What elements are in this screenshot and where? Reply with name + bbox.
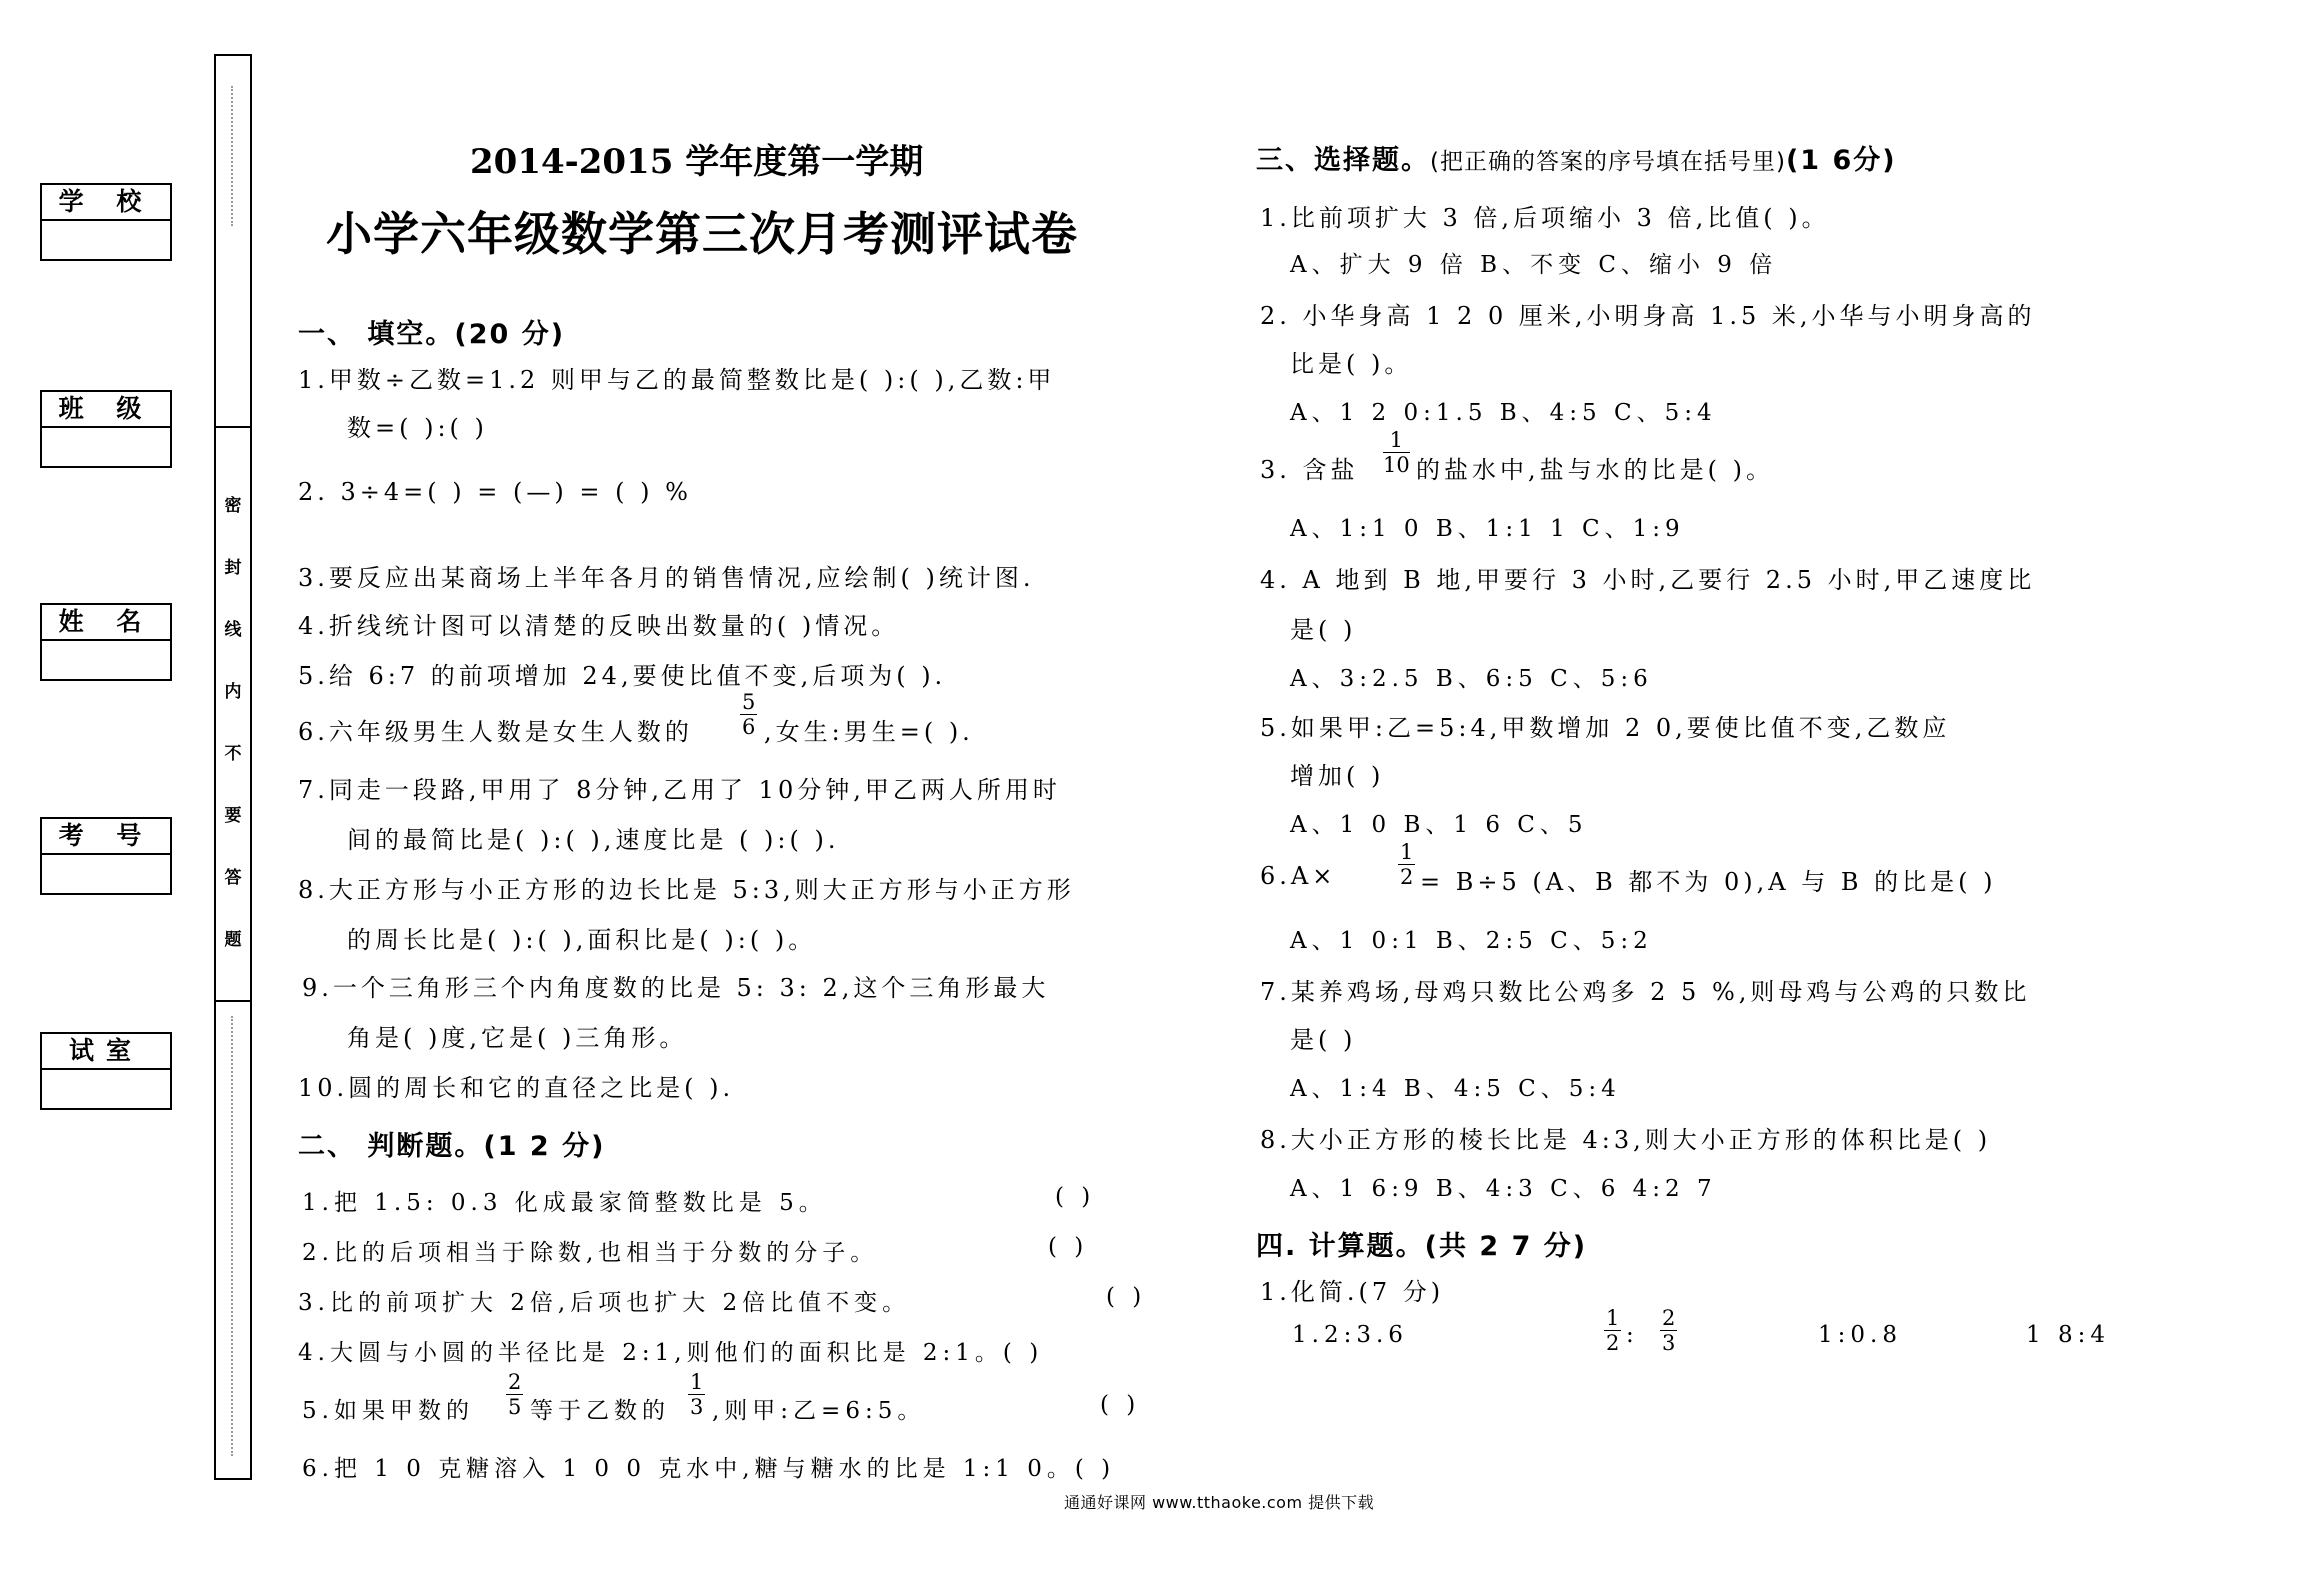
exam-number-label: 考 号 (42, 819, 170, 855)
question-text: 1.化简.(7 分) (1260, 1278, 1445, 1306)
name-field[interactable] (40, 603, 172, 681)
calc-item: 1.2:3.6 (1292, 1322, 1408, 1348)
options-text: A、1 0 B、1 6 C、5 (1290, 812, 1588, 838)
seal-char: 封 (224, 558, 242, 578)
dotted-line (231, 86, 233, 226)
exam-room-field[interactable] (40, 1032, 172, 1110)
options-text: A、1:4 B、4:5 C、5:4 (1290, 1076, 1621, 1102)
school-blank[interactable] (42, 221, 170, 259)
strip-divider (216, 1000, 250, 1002)
class-field[interactable] (40, 390, 172, 468)
question-text: 增加( ) (1290, 762, 1385, 790)
school-field[interactable] (40, 183, 172, 261)
exam-title: 小学六年级数学第三次月考测评试卷 (326, 207, 1078, 261)
options-text: A、1 0:1 B、2:5 C、5:2 (1290, 928, 1653, 954)
seal-line-strip (214, 54, 252, 1480)
class-label: 班 级 (42, 392, 170, 428)
question-text: 4. A 地到 B 地,甲要行 3 小时,乙要行 2.5 小时,甲乙速度比 (1260, 566, 2036, 594)
options-text: A、1:1 0 B、1:1 1 C、1:9 (1290, 516, 1685, 542)
exam-room-label: 试室 (42, 1034, 170, 1070)
question-text: 7.某养鸡场,母鸡只数比公鸡多 2 5 %,则母鸡与公鸡的只数比 (1260, 978, 2031, 1006)
question-text: 1.比前项扩大 3 倍,后项缩小 3 倍,比值( )。 (1260, 204, 1830, 232)
section-true-false-title: 二、 判断题。(1 2 分) (298, 1131, 606, 1162)
question-text: 6.A× (1260, 862, 1337, 890)
question-text: 4.折线统计图可以清楚的反映出数量的( )情况。 (298, 612, 900, 640)
question-text: 等于乙数的 (530, 1398, 670, 1424)
fraction: $\frac{1}{2}$ (1606, 1306, 1620, 1355)
question-text: 2.比的后项相当于除数,也相当于分数的分子。 (302, 1240, 879, 1266)
fraction: $\frac{1}{3}$ (690, 1370, 704, 1419)
question-text: 4.大圆与小圆的半径比是 2:1,则他们的面积比是 2:1。( ) (298, 1340, 1044, 1366)
question-text: 7.同走一段路,甲用了 8分钟,乙用了 10分钟,甲乙两人所用时 (298, 776, 1061, 804)
seal-char: 密 (224, 496, 242, 516)
strip-divider (216, 426, 250, 428)
fraction: $\frac{1}{10}$ (1383, 428, 1410, 477)
name-label: 姓 名 (42, 605, 170, 641)
question-text: = B÷5 (A、B 都不为 0),A 与 B 的比是( ) (1420, 868, 1997, 896)
answer-paren[interactable]: ( ) (1055, 1184, 1096, 1210)
question-text: 6.六年级男生人数是女生人数的 (298, 718, 693, 746)
fraction: $\frac{2}{3}$ (1662, 1306, 1676, 1355)
question-text: ,则甲:乙=6:5。 (712, 1398, 926, 1424)
question-text: 6.把 1 0 克糖溶入 1 0 0 克水中,糖与糖水的比是 1:1 0。( ) (302, 1456, 1116, 1482)
dotted-line (231, 1016, 233, 1456)
question-text: 3. 含盐 (1260, 456, 1359, 484)
exam-number-field[interactable] (40, 817, 172, 895)
answer-paren[interactable]: ( ) (1106, 1284, 1147, 1310)
question-text: 8.大小正方形的棱长比是 4:3,则大小正方形的体积比是( ) (1260, 1126, 1992, 1154)
question-text: 3.要反应出某商场上半年各月的销售情况,应绘制( )统计图. (298, 564, 1035, 592)
exam-room-blank[interactable] (42, 1070, 170, 1108)
question-text: 2. 3÷4=( ) = (—) = ( ) % (298, 478, 692, 506)
seal-char: 答 (224, 868, 242, 888)
school-label: 学 校 (42, 185, 170, 221)
class-blank[interactable] (42, 428, 170, 466)
seal-char: 内 (224, 682, 242, 702)
calc-colon: : (1626, 1322, 1639, 1348)
question-text: 2. 小华身高 1 2 0 厘米,小明身高 1.5 米,小华与小明身高的 (1260, 302, 2036, 330)
question-text: 1.把 1.5: 0.3 化成最家简整数比是 5。 (302, 1190, 827, 1216)
question-text: 是( ) (1290, 616, 1357, 644)
name-blank[interactable] (42, 641, 170, 679)
exam-term-title: 2014-2015 学年度第一学期 (470, 142, 924, 182)
question-text: 角是( )度,它是( )三角形。 (347, 1024, 688, 1052)
calc-item: 1:0.8 (1818, 1322, 1902, 1348)
exam-number-blank[interactable] (42, 855, 170, 893)
question-text: 5.给 6:7 的前项增加 24,要使比值不变,后项为( ). (298, 662, 947, 690)
section-title: 三、选择题。 (1256, 145, 1430, 176)
seal-char: 题 (224, 930, 242, 950)
fraction: $\frac{2}{5}$ (508, 1370, 522, 1419)
fraction: $\frac{1}{2}$ (1400, 840, 1414, 889)
question-text: ,女生:男生=( ). (764, 718, 974, 746)
section-fill-blank-title: 一、 填空。(20 分) (298, 319, 566, 350)
section-multiple-choice-title (1256, 138, 1897, 177)
options-text: A、扩大 9 倍 B、不变 C、缩小 9 倍 (1290, 252, 1778, 278)
footer-source: 通通好课网 www.tthaoke.com 提供下载 (1064, 1493, 1375, 1512)
section-calculation-title: 四. 计算题。(共 2 7 分) (1256, 1231, 1588, 1262)
question-text: 比是( )。 (1290, 350, 1413, 378)
question-text: 的盐水中,盐与水的比是( )。 (1416, 456, 1774, 484)
question-text: 5.如果甲:乙=5:4,甲数增加 2 0,要使比值不变,乙数应 (1260, 714, 1951, 742)
question-text: 10.圆的周长和它的直径之比是( ). (298, 1074, 735, 1102)
question-text: 9.一个三角形三个内角度数的比是 5: 3: 2,这个三角形最大 (302, 974, 1050, 1002)
options-text: A、1 6:9 B、4:3 C、6 4:2 7 (1290, 1176, 1717, 1202)
seal-char: 要 (224, 806, 242, 826)
answer-paren[interactable]: ( ) (1100, 1392, 1141, 1418)
answer-paren[interactable]: ( ) (1048, 1234, 1089, 1260)
options-text: A、3:2.5 B、6:5 C、5:6 (1290, 666, 1653, 692)
question-text: 间的最简比是( ):( ),速度比是 ( ):( ). (347, 826, 840, 854)
question-text: 3.比的前项扩大 2倍,后项也扩大 2倍比值不变。 (298, 1290, 911, 1316)
question-text: 是( ) (1290, 1026, 1357, 1054)
question-text: 的周长比是( ):( ),面积比是( ):( )。 (347, 926, 817, 954)
question-text: 5.如果甲数的 (302, 1398, 474, 1424)
section-note: (把正确的答案的序号填在括号里) (1430, 149, 1786, 175)
question-text: 1.甲数÷乙数=1.2 则甲与乙的最简整数比是( ):( ),乙数:甲 (298, 366, 1056, 394)
seal-char: 不 (224, 744, 242, 764)
fraction: $\frac{5}{6}$ (742, 690, 756, 739)
question-text: 数=( ):( ) (347, 414, 488, 442)
section-score: (1 6分) (1785, 145, 1897, 176)
seal-char: 线 (224, 620, 242, 640)
calc-item: 1 8:4 (2026, 1322, 2110, 1348)
options-text: A、1 2 0:1.5 B、4:5 C、5:4 (1290, 400, 1717, 426)
question-text: 8.大正方形与小正方形的边长比是 5:3,则大正方形与小正方形 (298, 876, 1075, 904)
